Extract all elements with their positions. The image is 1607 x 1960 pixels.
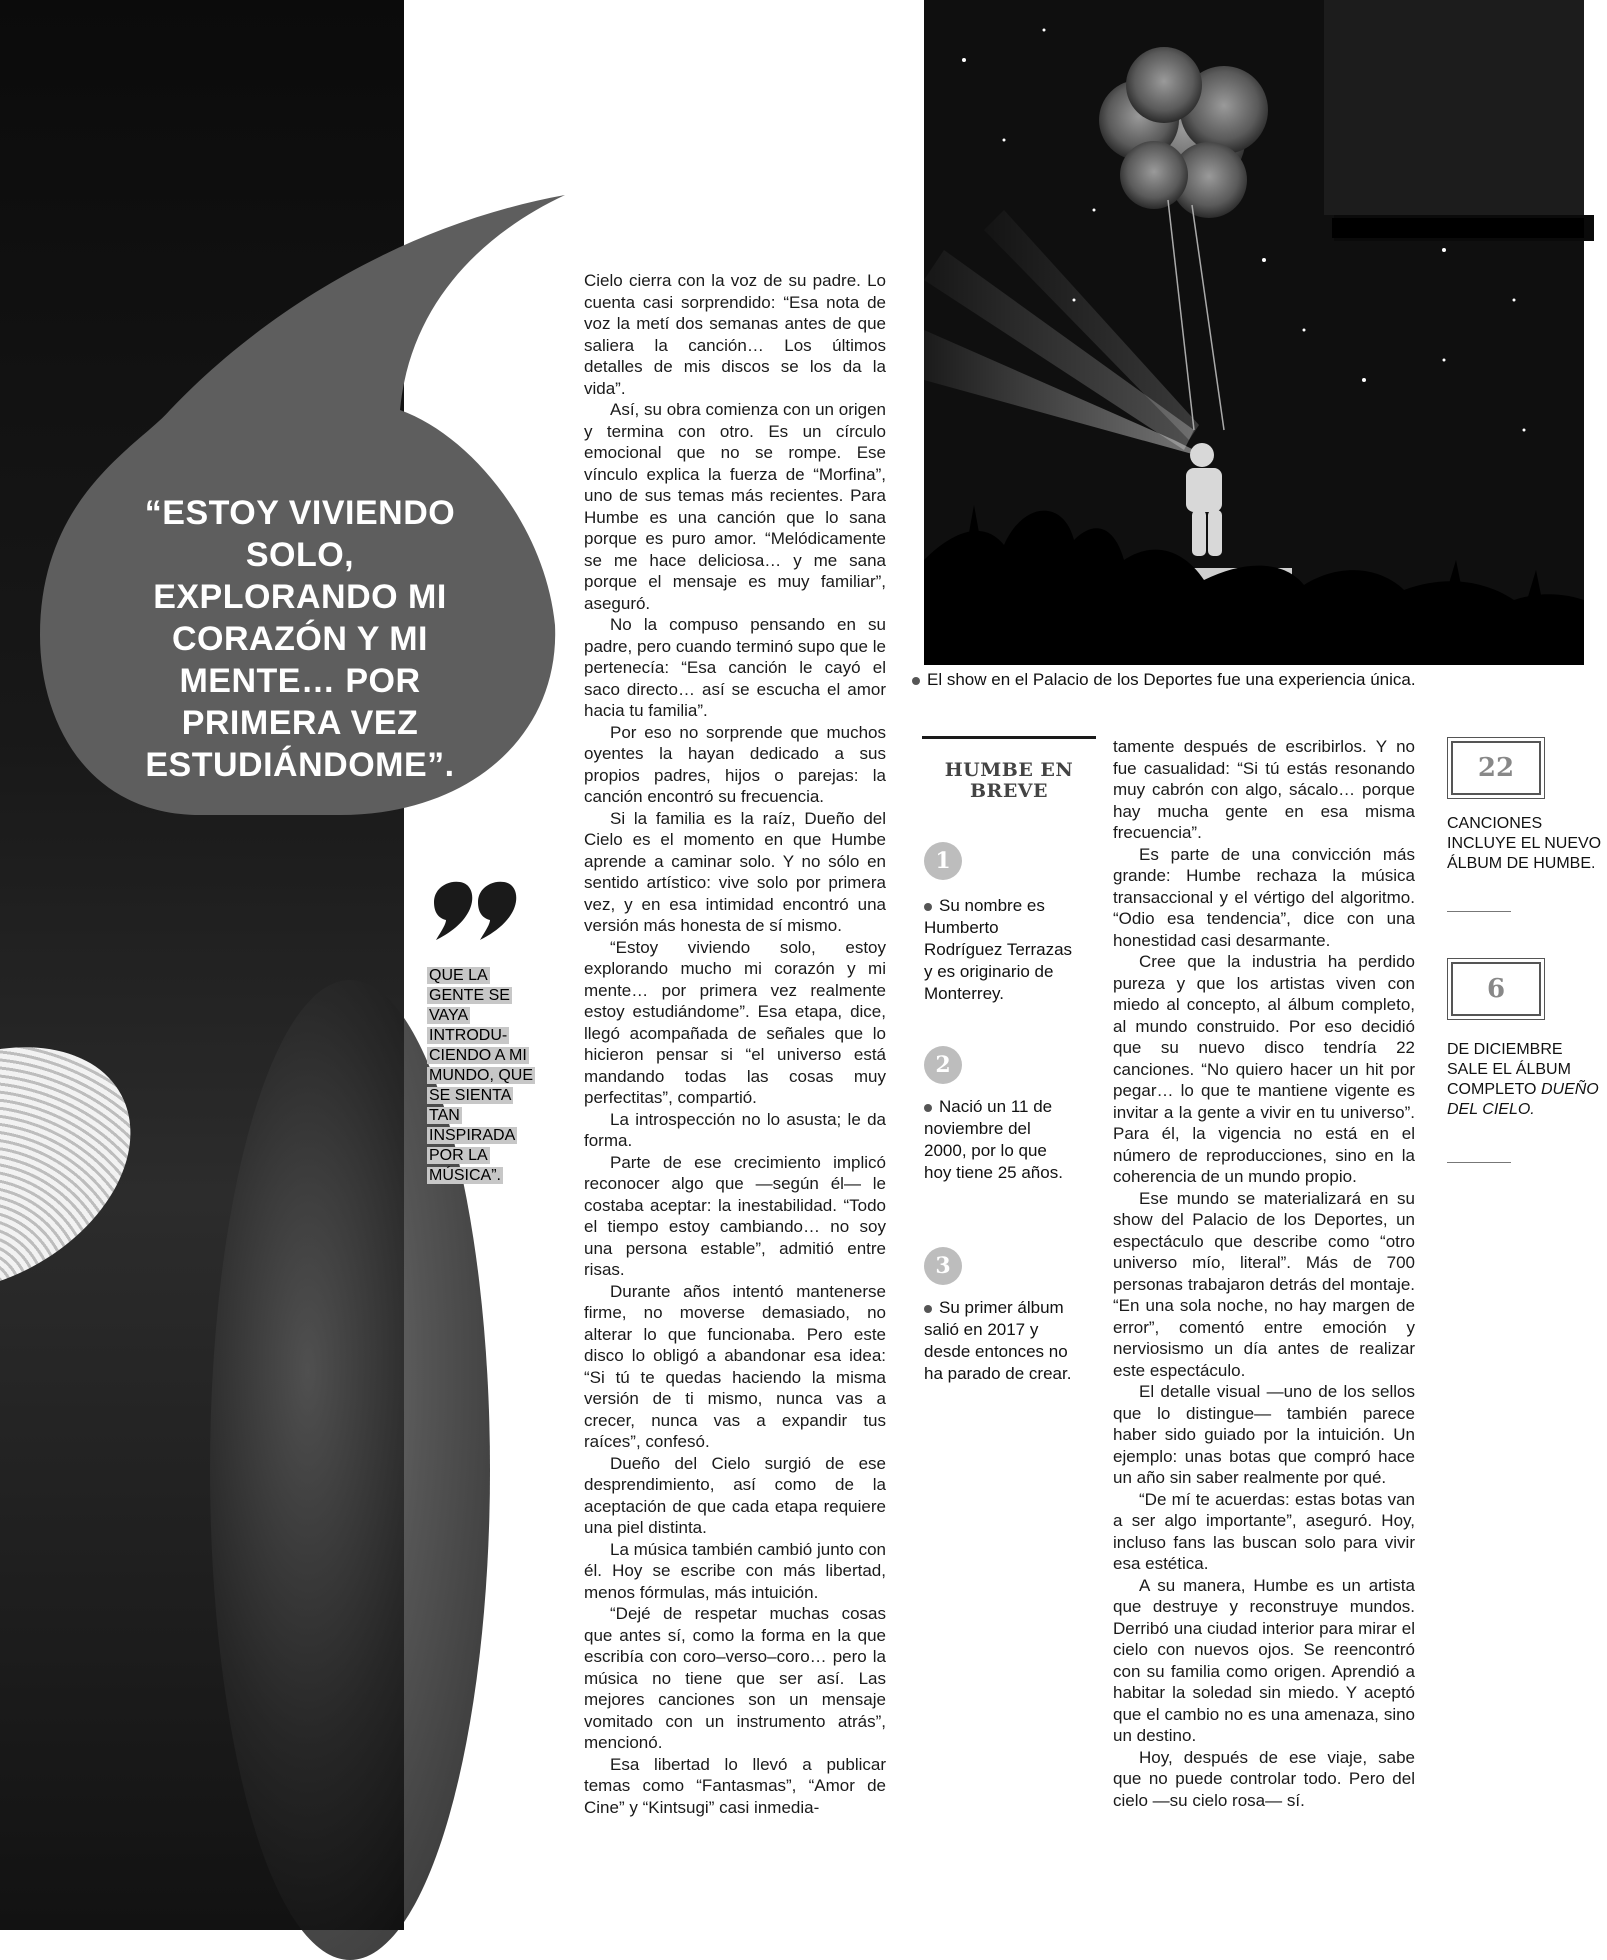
side-quote xyxy=(427,966,537,1186)
stat-text-date xyxy=(1447,1040,1607,1120)
stat-box-songs: 22 xyxy=(1451,741,1541,795)
article-column-1 xyxy=(584,270,886,1818)
article-paragraph: tamente después de escribirlos. Y no fue casualidad: “Si tú estás resonando muy cabrón con algo, sácalo… porque hay mucha gente en esa misma frecuencia”. xyxy=(1113,737,1415,842)
breve-title-line-2: BREVE xyxy=(969,780,1049,802)
article-paragraph: Ese mundo se materializará en su show del Palacio de los Deportes, un espectáculo que describe como “otro universo mío, literal”. Más de 700 personas trabajaron detrás del montaje. “En una sola noche, no hay margen de error”, comentó entre emoción y nerviosismo un día antes de realizar este espectáculo. xyxy=(1113,1188,1415,1380)
article-paragraph: La introspección no lo asusta; le da forma. xyxy=(584,1109,886,1150)
breve-item-1 xyxy=(924,895,1074,1005)
article-paragraph: Esa libertad lo llevó a publicar temas como “Fantasmas”, “Amor de Cine” y “Kintsugi” casi inmedia- xyxy=(584,1754,886,1817)
album-title: DUEÑO DEL CIELO. xyxy=(1447,1081,1599,1118)
caption-bullet-icon xyxy=(912,677,920,685)
breve-bullet-icon xyxy=(924,1305,932,1313)
breve-number-3: 3 xyxy=(924,1247,962,1285)
stat-divider xyxy=(1447,911,1511,912)
article-paragraph: Cielo cierra con la voz de su padre. Lo cuenta casi sorprendido: “Esa nota de voz la metí dos semanas antes de que saliera la canción… Los últimos detalles de mis discos se los da la vida”. xyxy=(584,271,886,398)
article-paragraph: Dueño del Cielo surgió de ese desprendimiento, así como de la aceptación de que cada etapa requiere una piel distinta. xyxy=(584,1453,886,1537)
article-paragraph: Parte de ese crecimiento implicó reconocer algo que —según él— le costaba aceptar: la inestabilidad. “Todo el tiempo estoy cambiando… no soy una persona estable”, admitió entre risas. xyxy=(584,1152,886,1279)
article-paragraph: Hoy, después de ese viaje, sabe que no puede controlar todo. Pero del cielo —su cielo rosa— sí. xyxy=(1113,1747,1415,1810)
stat-box-date: 6 xyxy=(1451,962,1541,1016)
article-paragraph: Es parte de una convicción más grande: Humbe rechaza la música transaccional y el vértigo del algoritmo. “Odio esa tendencia”, dice con una honestidad casi desarmante. xyxy=(1113,844,1415,950)
article-paragraph: “Dejé de respetar muchas cosas que antes sí, como la forma en la que escribía con coro–verso–coro… pero la música no tiene que ser así. Las mejores canciones son un mensaje vomitado con un instrumento atrás”, mencionó. xyxy=(584,1604,886,1752)
article-paragraph: No la compuso pensando en su padre, pero cuando terminó supo que le pertenecía: “Esa canción le cayó el saco directo… así se escucha el amor hacia tu familia”. xyxy=(584,615,886,720)
article-paragraph: Si la familia es la raíz, Dueño del Cielo es el momento en que Humbe aprende a caminar solo. Y no sólo en sentido artístico: vive solo por primera vez, y en esa intimidad encontró una versión más honesta de sí mismo. xyxy=(584,808,886,935)
breve-bullet-icon xyxy=(924,1104,932,1112)
article-paragraph: Durante años intentó mantenerse firme, no moverse demasiado, no alterar lo que funcionaba. Pero este disco lo obligó a abandonar esa idea: “Si tú te quedas haciendo la misma versión de ti mismo, nunca vas a crecer, nunca vas a expandir tus raíces”, confesó. xyxy=(584,1281,886,1451)
article-paragraph: La música también cambió junto con él. Hoy se escribe con más libertad, menos fórmulas, más intuición. xyxy=(584,1539,886,1602)
stat-divider xyxy=(1447,1162,1511,1163)
article-paragraph: “De mí te acuerdas: estas botas van a ser algo importante”, aseguró. Hoy, incluso fans las buscan solo para vivir esa estética. xyxy=(1113,1489,1415,1573)
photo-caption-text: El show en el Palacio de los Deportes fue una experiencia única. xyxy=(927,670,1416,689)
stat-text-songs: CANCIONES INCLUYE EL NUEVO ÁLBUM DE HUMBE. xyxy=(1447,815,1602,872)
article-paragraph: Cree que la industria ha perdido pureza y que los artistas viven con miedo al concepto, al álbum completo, al mundo construido. Por eso decidió que su nuevo disco tendría 22 canciones. “No quiero hacer un hit por pegar… lo que te mantiene vigente es invitar a la gente a vivir en tu universo”. Para él, la vigencia no está en el número de reproducciones, sino en la coherencia de un mundo propio. xyxy=(1113,952,1415,1186)
article-paragraph: El detalle visual —uno de los sellos que lo distingue— también parece haber sido guiado por la intuición. Un ejemplo: unas botas que compró hace un año sin saber realmente por qué. xyxy=(1113,1382,1415,1487)
breve-number-1: 1 xyxy=(924,842,962,880)
closing-quote-icon xyxy=(430,880,520,942)
breve-bullet-icon xyxy=(924,903,932,911)
breve-top-rule xyxy=(922,736,1096,739)
article-paragraph: Así, su obra comienza con un origen y termina con otro. Es un círculo emocional que no se rompe. Ese vínculo explica la fuerza de “Morfina”, uno de sus temas más recientes. Para Humbe es una canción que lo sana porque es puro amor. “Melódicamente se me hace deliciosa… y me sana porque el mensaje es muy familiar”, aseguró. xyxy=(584,400,886,613)
concert-photo xyxy=(924,0,1584,665)
fabric-curve xyxy=(0,998,173,1342)
article-paragraph: A su manera, Humbe es un artista que destruye y reconstruye mundos. Derribó una ciudad interior para mirar el cielo con nuevos ojos. Se reencontró con su familia como origen. Aprendió a habitar la soledad sin miedo. Y aceptó que el cambio no es una amenaza, sino un destino. xyxy=(1113,1575,1415,1745)
breve-title-line-1: HUMBE EN xyxy=(944,759,1074,781)
breve-item-2-text: Nació un 11 de noviembre del 2000, por lo que hoy tiene 25 años. xyxy=(924,1097,1063,1182)
breve-item-3-text: Su primer álbum salió en 2017 y desde entonces no ha parado de crear. xyxy=(924,1298,1072,1383)
breve-item-2 xyxy=(924,1096,1074,1184)
article-paragraph: Por eso no sorprende que muchos oyentes la hayan dedicado a sus propios padres, hijos o parejas: la canción encontró su frecuencia. xyxy=(584,722,886,806)
breve-item-1-text: Su nombre es Humberto Rodríguez Terrazas y es originario de Monterrey. xyxy=(924,896,1073,1003)
breve-number-2: 2 xyxy=(924,1046,962,1084)
pull-quote: “ESTOY VIVIENDO SOLO, EXPLORANDO MI CORAZÓN Y MI MENTE… POR PRIMERA VEZ ESTUDIÁNDOME”. xyxy=(144,494,456,784)
photo-caption xyxy=(912,669,1552,691)
breve-title xyxy=(922,760,1096,802)
article-column-2 xyxy=(1113,736,1415,1811)
article-paragraph: “Estoy viviendo solo, estoy explorando mucho mi corazón y mi mente… por primera vez realmente estoy estudiándome”. Esa etapa, dice, llegó acompañada de señales que lo hicieron pensar si “el universo está mandando todas las cosas muy perfectitas”, compartió. xyxy=(584,937,886,1107)
breve-item-3 xyxy=(924,1297,1074,1385)
stat-text-date-line-1: DE DICIEMBRE SALE EL ÁLBUM COMPLETO xyxy=(1447,1041,1571,1098)
side-quote-text: QUE LA GENTE SE VAYA INTRODU-CIENDO A MI MUNDO, QUE SE SIENTA TAN INSPIRADA POR LA MÚSICA”. xyxy=(429,967,533,1184)
